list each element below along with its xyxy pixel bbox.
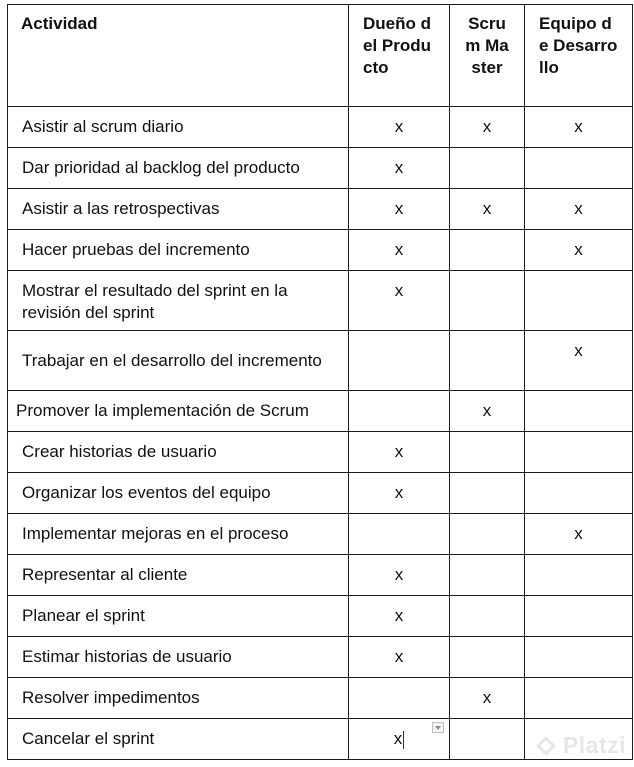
activity-cell[interactable]: Estimar historias de usuario — [8, 637, 349, 678]
scrum-master-cell[interactable] — [450, 719, 525, 760]
scrum-master-cell[interactable] — [450, 271, 525, 331]
activity-cell[interactable]: Asistir a las retrospectivas — [8, 189, 349, 230]
dev-team-cell[interactable] — [525, 271, 633, 331]
product-owner-cell[interactable]: x — [349, 189, 450, 230]
table-row — [8, 331, 633, 391]
product-owner-cell[interactable]: x — [349, 432, 450, 473]
table-row — [8, 596, 633, 637]
activity-cell[interactable]: Planear el sprint — [8, 596, 349, 637]
scrum-master-cell[interactable]: x — [450, 189, 525, 230]
activity-cell[interactable]: Crear historias de usuario — [8, 432, 349, 473]
activity-cell[interactable]: Trabajar en el desarrollo del incremento — [8, 331, 349, 391]
platzi-watermark — [539, 732, 626, 759]
activity-cell[interactable]: Representar al cliente — [8, 555, 349, 596]
scrum-master-cell[interactable] — [450, 473, 525, 514]
product-owner-cell[interactable]: x — [349, 637, 450, 678]
table-row — [8, 514, 633, 555]
activity-cell[interactable]: Hacer pruebas del incremento — [8, 230, 349, 271]
dev-team-cell[interactable] — [525, 637, 633, 678]
header-dev-team[interactable]: Equipo de Desarrollo — [525, 5, 633, 107]
scrum-master-cell[interactable] — [450, 596, 525, 637]
activity-cell[interactable]: Promover la implementación de Scrum — [8, 391, 349, 432]
scrum-master-cell[interactable] — [450, 230, 525, 271]
product-owner-cell[interactable]: x — [349, 555, 450, 596]
scrum-master-cell[interactable]: x — [450, 391, 525, 432]
activity-cell[interactable]: Cancelar el sprint — [8, 719, 349, 760]
cell-value: x — [393, 729, 403, 748]
activity-cell[interactable]: Mostrar el resultado del sprint en la revisión del sprint — [8, 271, 349, 331]
platzi-logo-icon — [536, 736, 556, 756]
table-row — [8, 637, 633, 678]
product-owner-cell[interactable] — [349, 678, 450, 719]
table-row — [8, 432, 633, 473]
dev-team-cell[interactable]: x — [525, 331, 633, 391]
header-product-owner[interactable]: Dueño del Producto — [349, 5, 450, 107]
cell-dropdown-chevron-icon[interactable] — [432, 722, 444, 733]
activity-cell[interactable]: Organizar los eventos del equipo — [8, 473, 349, 514]
scrum-master-cell[interactable]: x — [450, 678, 525, 719]
dev-team-cell[interactable] — [525, 473, 633, 514]
table-row — [8, 678, 633, 719]
activity-cell[interactable]: Resolver impedimentos — [8, 678, 349, 719]
scrum-master-cell[interactable]: x — [450, 107, 525, 148]
dev-team-cell[interactable] — [525, 148, 633, 189]
watermark-text: Platzi — [562, 732, 626, 758]
text-cursor — [403, 731, 404, 749]
table-row — [8, 148, 633, 189]
dev-team-cell[interactable] — [525, 678, 633, 719]
scrum-master-cell[interactable] — [450, 514, 525, 555]
dev-team-cell[interactable] — [525, 432, 633, 473]
header-scrum-master[interactable]: Scrum Master — [450, 5, 525, 107]
product-owner-cell[interactable]: x — [349, 271, 450, 331]
dev-team-cell[interactable]: x — [525, 189, 633, 230]
table-row — [8, 107, 633, 148]
dev-team-cell[interactable] — [525, 555, 633, 596]
product-owner-cell[interactable]: x — [349, 596, 450, 637]
product-owner-cell[interactable]: x — [349, 148, 450, 189]
activity-cell[interactable]: Dar prioridad al backlog del producto — [8, 148, 349, 189]
scrum-master-cell[interactable] — [450, 637, 525, 678]
dev-team-cell[interactable]: x — [525, 514, 633, 555]
product-owner-cell[interactable] — [349, 391, 450, 432]
activity-cell[interactable]: Implementar mejoras en el proceso — [8, 514, 349, 555]
product-owner-cell[interactable]: x — [349, 107, 450, 148]
table-row — [8, 271, 633, 331]
scrum-master-cell[interactable] — [450, 555, 525, 596]
dev-team-cell[interactable]: x — [525, 107, 633, 148]
responsibility-table — [7, 4, 633, 760]
scrum-master-cell[interactable] — [450, 148, 525, 189]
scrum-master-cell[interactable] — [450, 432, 525, 473]
dev-team-cell[interactable] — [525, 391, 633, 432]
table-row — [8, 473, 633, 514]
header-row — [8, 5, 633, 107]
dev-team-cell[interactable] — [525, 596, 633, 637]
table-row — [8, 230, 633, 271]
dev-team-cell[interactable]: x — [525, 230, 633, 271]
product-owner-cell[interactable] — [349, 331, 450, 391]
product-owner-cell[interactable] — [349, 514, 450, 555]
header-activity[interactable]: Actividad — [8, 5, 349, 107]
table-row — [8, 391, 633, 432]
table-row — [8, 555, 633, 596]
product-owner-cell[interactable]: x — [349, 473, 450, 514]
scrum-master-cell[interactable] — [450, 331, 525, 391]
product-owner-cell[interactable]: x — [349, 230, 450, 271]
activity-cell[interactable]: Asistir al scrum diario — [8, 107, 349, 148]
table-row — [8, 189, 633, 230]
